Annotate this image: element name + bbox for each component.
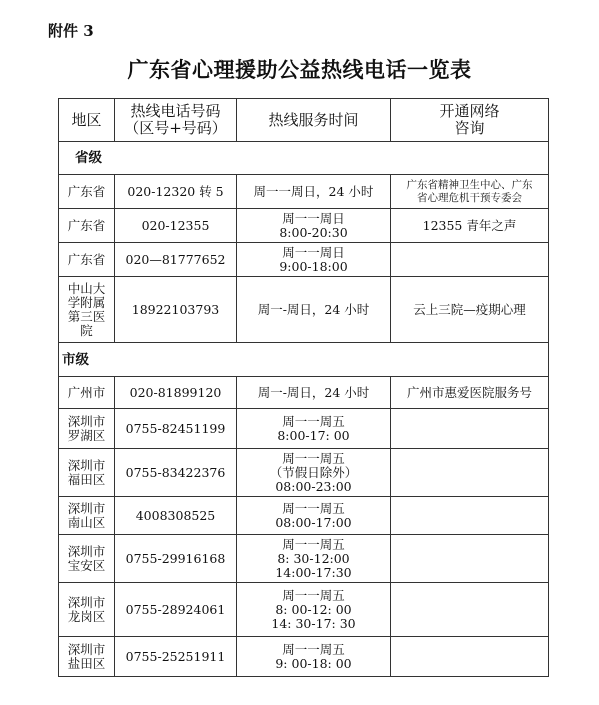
section-row-province: [59, 142, 549, 175]
cell-hours: 周一-周日，24 小时: [237, 277, 391, 343]
cell-region: 深圳市 罗湖区: [59, 409, 115, 449]
cell-network: [391, 637, 549, 677]
cell-phone: 0755-82451199: [115, 409, 237, 449]
cell-region: 深圳市 龙岗区: [59, 583, 115, 637]
cell-hours: 周一一周五 8: 00-12: 00 14: 30-17: 30: [237, 583, 391, 637]
cell-region: 深圳市 福田区: [59, 449, 115, 497]
cell-phone: 020—81777652: [115, 243, 237, 277]
cell-phone: 020-81899120: [115, 377, 237, 409]
table-row: [59, 535, 549, 583]
cell-phone: 18922103793: [115, 277, 237, 343]
table-row: [59, 175, 549, 209]
header-network: 开通网络 咨询: [391, 99, 549, 142]
cell-region: 广东省: [59, 175, 115, 209]
cell-network: 12355 青年之声: [391, 209, 549, 243]
cell-hours: 周一一周五 08:00-17:00: [237, 497, 391, 535]
cell-phone: 4008308525: [115, 497, 237, 535]
cell-hours: 周一一周五 9: 00-18: 00: [237, 637, 391, 677]
cell-phone: 0755-28924061: [115, 583, 237, 637]
cell-phone: 020-12320 转 5: [115, 175, 237, 209]
cell-hours: 周一一周日 8:00-20:30: [237, 209, 391, 243]
cell-region: 广东省: [59, 209, 115, 243]
cell-network: [391, 243, 549, 277]
table-row: [59, 277, 549, 343]
cell-region: 中山大 学附属 第三医 院: [59, 277, 115, 343]
section-label-province: 省级: [59, 142, 549, 175]
cell-phone: 0755-29916168: [115, 535, 237, 583]
cell-hours: 周一-周日，24 小时: [237, 377, 391, 409]
cell-phone: 0755-83422376: [115, 449, 237, 497]
section-label-city: 市级: [59, 343, 549, 377]
table-row: [59, 409, 549, 449]
cell-network: [391, 449, 549, 497]
cell-hours: 周一一周五 8:00-17: 00: [237, 409, 391, 449]
cell-hours: 周一一周五 （节假日除外） 08:00-23:00: [237, 449, 391, 497]
cell-region: 深圳市 南山区: [59, 497, 115, 535]
table-row: [59, 637, 549, 677]
cell-region: 深圳市 盐田区: [59, 637, 115, 677]
table-header-row: [59, 99, 549, 142]
cell-hours: 周一一周日 9:00-18:00: [237, 243, 391, 277]
table-row: [59, 377, 549, 409]
table-row: [59, 209, 549, 243]
table-row: [59, 497, 549, 535]
cell-phone: 020-12355: [115, 209, 237, 243]
header-phone: 热线电话号码 （区号+号码）: [115, 99, 237, 142]
header-hours: 热线服务时间: [237, 99, 391, 142]
cell-region: 广东省: [59, 243, 115, 277]
attachment-label: 附件 3: [48, 22, 94, 40]
cell-network: 广州市惠爱医院服务号: [391, 377, 549, 409]
cell-network: [391, 409, 549, 449]
section-row-city: [59, 343, 549, 377]
table-row: [59, 243, 549, 277]
cell-region: 深圳市 宝安区: [59, 535, 115, 583]
cell-hours: 周一一周日，24 小时: [237, 175, 391, 209]
cell-hours: 周一一周五 8: 30-12:00 14:00-17:30: [237, 535, 391, 583]
table-row: [59, 583, 549, 637]
cell-network: [391, 583, 549, 637]
header-region: 地区: [59, 99, 115, 142]
cell-network: 云上三院—疫期心理: [391, 277, 549, 343]
cell-region: 广州市: [59, 377, 115, 409]
hotline-table: [58, 98, 549, 677]
table-row: [59, 449, 549, 497]
document-title: 广东省心理援助公益热线电话一览表: [127, 57, 472, 82]
cell-network: [391, 497, 549, 535]
cell-phone: 0755-25251911: [115, 637, 237, 677]
cell-network: [391, 535, 549, 583]
cell-network: 广东省精神卫生中心、广东 省心理危机干预专委会: [391, 175, 549, 209]
